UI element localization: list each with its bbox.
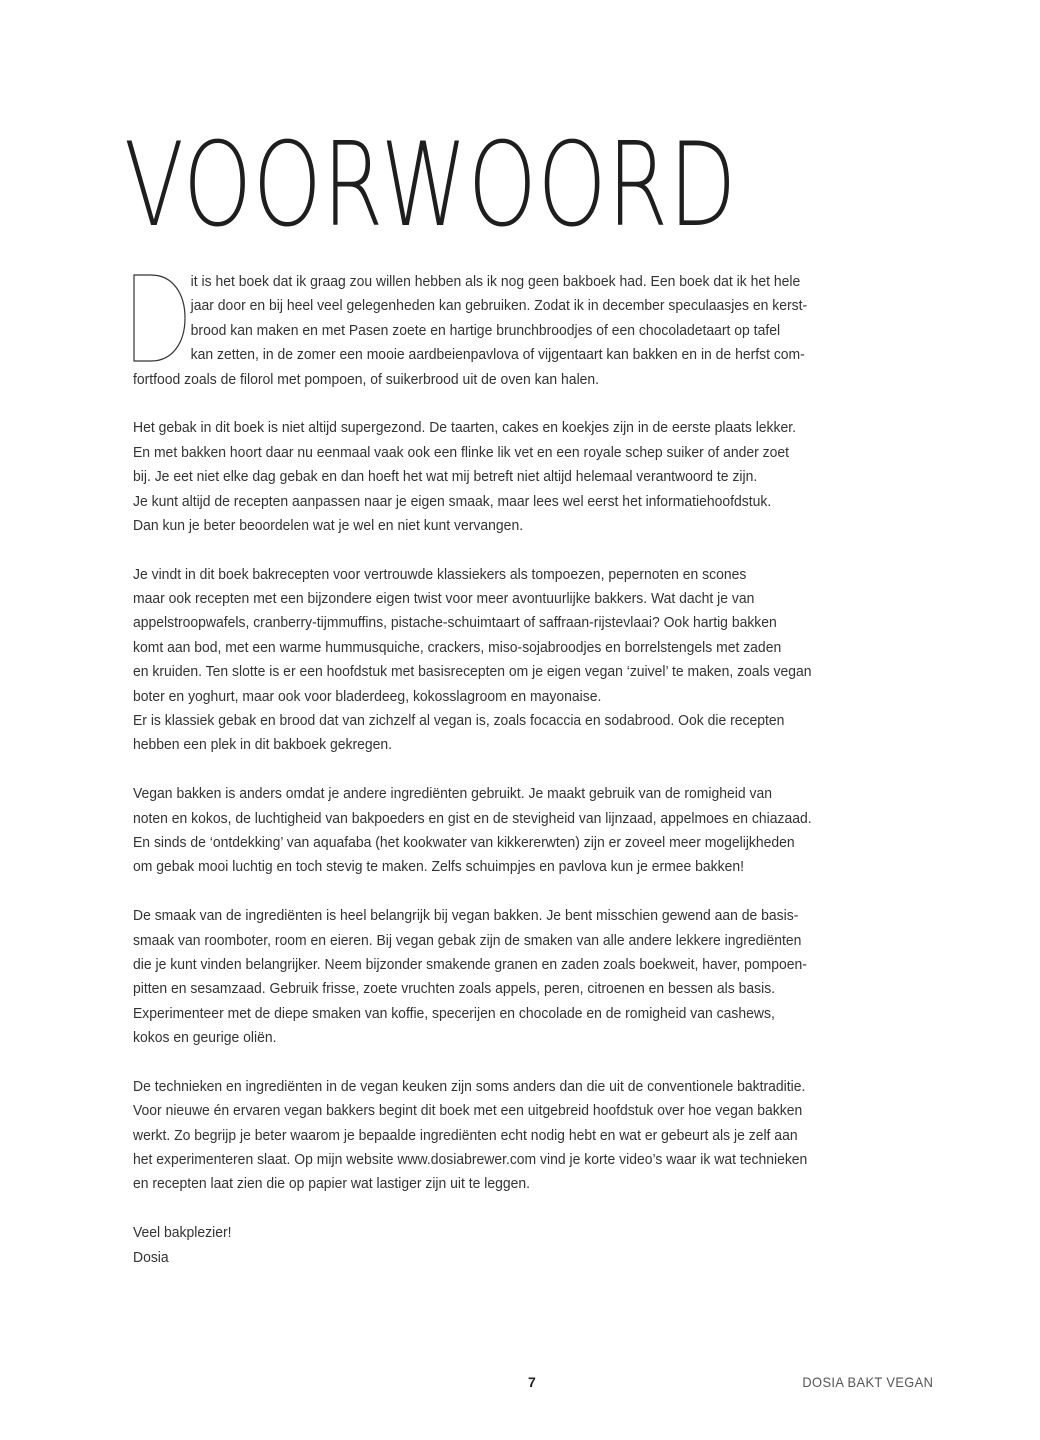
text-line: Voor nieuwe én ervaren vegan bakkers begint dit boek met een uitgebreid hoofdstuk over hoe vegan bakken — [133, 1102, 803, 1120]
running-footer-title: DOSIA BAKT VEGAN — [802, 1374, 933, 1390]
text-line: en kruiden. Ten slotte is er een hoofdstuk met basisrecepten om je eigen vegan ‘zuivel’ te maken, zoals vegan — [133, 663, 812, 681]
text-line: maar ook recepten met een bijzondere eigen twist voor meer avontuurlijke bakkers. Wat dacht je van — [133, 590, 755, 608]
paragraph-4 — [133, 782, 933, 880]
paragraph-5 — [133, 904, 933, 1050]
sign-off — [133, 1221, 933, 1270]
page-title: VOORWOORD — [124, 118, 738, 253]
text-line: pitten en sesamzaad. Gebruik frisse, zoete vruchten zoals appels, peren, citroenen en bessen als basis. — [133, 980, 776, 998]
text-line: Er is klassiek gebak en brood dat van zichzelf al vegan is, zoals focaccia en sodabrood. Ook die recepten — [133, 712, 785, 730]
text-line: werkt. Zo begrijp je beter waarom je bepaalde ingrediënten echt nodig hebt en wat er gebeurt als je zelf aan — [133, 1126, 798, 1144]
text-line: kan zetten, in de zomer een mooie aardbeienpavlova of vijgentaart kan bakken en in de herfst com- — [190, 346, 805, 364]
text-line: om gebak mooi luchtig en toch stevig te maken. Zelfs schuimpjes en pavlova kun je ermee bakken! — [133, 858, 745, 876]
text-line: appelstroopwafels, cranberry-tijmmuffins, pistache-schuimtaart of saffraan-rijstevlaai? Ook hartig bakken — [133, 614, 777, 632]
text-line: En met bakken hoort daar nu eenmaal vaak ook een flinke lik vet en een royale schep suiker of ander zoet — [133, 443, 790, 461]
text-line: it is het boek dat ik graag zou willen hebben als ik nog geen bakboek had. Een boek dat ik het hele — [190, 273, 801, 290]
text-line: Vegan bakken is anders omdat je andere ingrediënten gebruikt. Je maakt gebruik van de romigheid van — [133, 785, 773, 803]
text-line: noten en kokos, de luchtigheid van bakpoeders en gist en de stevigheid van lijnzaad, appelmoes en chiazaad. — [133, 809, 812, 827]
text-line: Het gebak in dit boek is niet altijd supergezond. De taarten, cakes en koekjes zijn in de eerste plaats lekker. — [133, 419, 797, 437]
paragraph-1 — [133, 270, 933, 392]
text-line: Je kunt altijd de recepten aanpassen naar je eigen smaak, maar lees wel eerst het informatiehoofdstuk. — [133, 492, 772, 510]
text-line: De technieken en ingrediënten in de vegan keuken zijn soms anders dan die uit de conventionele baktraditie. — [133, 1077, 806, 1095]
paragraph-6 — [133, 1075, 933, 1197]
text-line: boter en yoghurt, maar ook voor bladerdeeg, kokosslagroom en mayonaise. — [133, 687, 602, 705]
paragraph-3 — [133, 563, 933, 758]
text-line: die je kunt vinden belangrijker. Neem bijzonder smakende granen en zaden zoals boekweit, haver, pompoen- — [133, 955, 807, 973]
signature: Dosia — [133, 1248, 169, 1266]
text-line: Dan kun je beter beoordelen wat je wel en niet kunt vervangen. — [133, 516, 524, 534]
text-line: jaar door en bij heel veel gelegenheden kan gebruiken. Zodat ik in december speculaasjes en kerst- — [190, 297, 808, 315]
page-number: 7 — [528, 1374, 536, 1390]
paragraph-2 — [133, 416, 933, 538]
text-line: bij. Je eet niet elke dag gebak en dan hoeft het wat mij betreft niet altijd helemaal verantwoord te zijn. — [133, 468, 758, 486]
text-line: En sinds de ‘ontdekking’ van aquafaba (het kookwater van kikkererwten) zijn er zoveel meer mogelijkheden — [133, 833, 795, 851]
text-line: het experimenteren slaat. Op mijn website www.dosiabrewer.com vind je korte video’s waar ik wat technieken — [133, 1151, 808, 1169]
closing-line: Veel bakplezier! — [133, 1224, 232, 1242]
text-line: kokos en geurige oliën. — [133, 1029, 277, 1047]
text-line: brood kan maken en met Pasen zoete en hartige brunchbroodjes of een chocoladetaart op tafel — [190, 321, 781, 339]
text-line: smaak van roomboter, room en eieren. Bij vegan gebak zijn de smaken van alle andere lekkere ingrediënten — [133, 931, 802, 949]
text-line: en recepten laat zien die op papier wat lastiger zijn uit te leggen. — [133, 1175, 531, 1193]
text-line: komt aan bod, met een warme hummusquiche, crackers, miso-sojabroodjes en borrelstengels met zaden — [133, 638, 782, 656]
foreword-body — [133, 270, 933, 1270]
text-line: De smaak van de ingrediënten is heel belangrijk bij vegan bakken. Je bent misschien gewend aan de basis- — [133, 907, 799, 925]
text-line: hebben een plek in dit bakboek gekregen. — [133, 736, 393, 754]
text-line: fortfood zoals de filorol met pompoen, of suikerbrood uit de oven kan halen. — [133, 370, 600, 388]
text-line: Je vindt in dit boek bakrecepten voor vertrouwde klassiekers als tompoezen, pepernoten en scones — [133, 565, 747, 583]
text-line: Experimenteer met de diepe smaken van koffie, specerijen en chocolade en de romigheid van cashews, — [133, 1004, 775, 1022]
